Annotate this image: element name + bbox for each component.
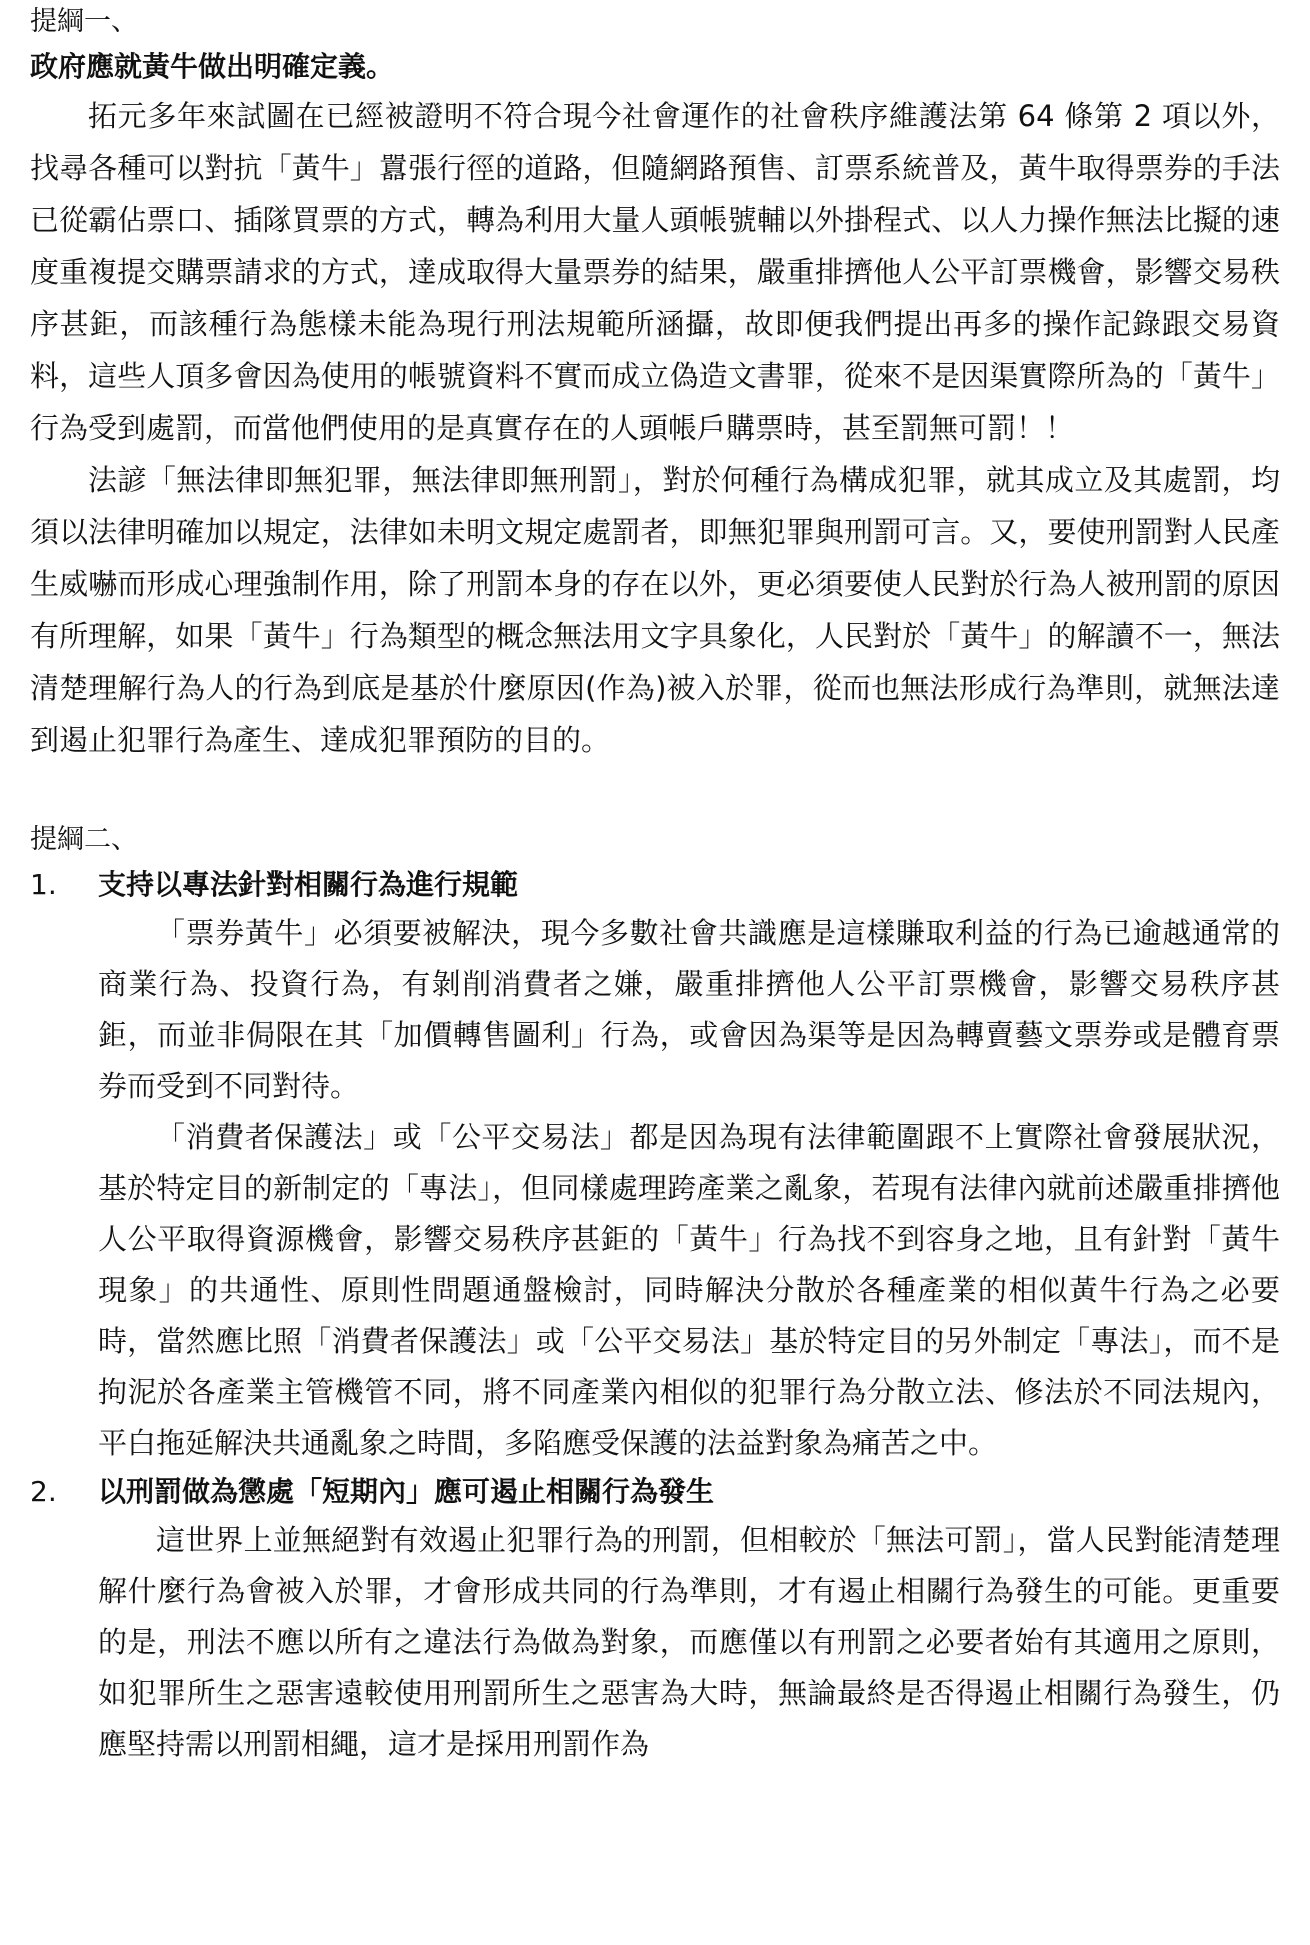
outline-1-title: 政府應就黃牛做出明確定義。 [30,50,395,83]
item-2-paragraph-1: 這世界上並無絕對有效遏止犯罪行為的刑罰，但相較於「無法可罰」，當人民對能清楚理解什麼行為會被入於罪，才會形成共同的行為準則，才有遏止相關行為發生的可能。更重要的是，刑法不應以所有之違法行為做為對象，而應僅以有刑罰之必要者始有其適用之原則，如犯罪所生之惡害遠較使用刑罰所生之惡害為大時，無論最終是否得遏止相關行為發生，仍應堅持需以刑罰相繩，這才是採用刑罰作為 [98,1523,1280,1761]
item-1-paragraph-1: 「票券黃牛」必須要被解決，現今多數社會共識應是這樣賺取利益的行為已逾越通常的商業行為、投資行為，有剝削消費者之嫌，嚴重排擠他人公平訂票機會，影響交易秩序甚鉅，而並非侷限在其「加價轉售圖利」行為，或會因為渠等是因為轉賣藝文票券或是體育票券而受到不同對待。 [98,916,1280,1103]
item-2-body [98,1515,1280,1770]
item-1-paragraph-2: 「消費者保護法」或「公平交易法」都是因為現有法律範圍跟不上實際社會發展狀況，基於特定目的新制定的「專法」，但同樣處理跨產業之亂象，若現有法律內就前述嚴重排擠他人公平取得資源機會，影響交易秩序甚鉅的「黃牛」行為找不到容身之地，且有針對「黃牛現象」的共通性、原則性問題通盤檢討，同時解決分散於各種產業的相似黃牛行為之必要時，當然應比照「消費者保護法」或「公平交易法」基於特定目的另外制定「專法」，而不是拘泥於各產業主管機管不同，將不同產業內相似的犯罪行為分散立法、修法於不同法規內，平白拖延解決共通亂象之時間，多陷應受保護的法益對象為痛苦之中。 [98,1120,1280,1460]
section-spacer [30,766,1280,818]
item-2-header [30,1469,1280,1515]
outline-2-heading: 提綱二、 [30,824,138,855]
outline-1-paragraph-2: 法諺「無法律即無犯罪，無法律即無刑罰」，對於何種行為構成犯罪，就其成立及其處罰，均須以法律明確加以規定，法律如未明文規定處罰者，即無犯罪與刑罰可言。又，要使刑罰對人民產生威嚇而形成心理強制作用，除了刑罰本身的存在以外，更必須要使人民對於行為人被刑罰的原因有所理解，如果「黃牛」行為類型的概念無法用文字具象化，人民對於「黃牛」的解讀不一，無法清楚理解行為人的行為到底是基於什麼原因(作為)被入於罪，從而也無法形成行為準則，就無法達到遏止犯罪行為產生、達成犯罪預防的目的。 [30,463,1280,757]
item-2-number: 2. [30,1475,57,1508]
item-1-number: 1. [30,868,57,901]
outline-1-paragraph-1: 拓元多年來試圖在已經被證明不符合現今社會運作的社會秩序維護法第 64 條第 2 項以外，找尋各種可以對抗「黃牛」囂張行徑的道路，但隨網路預售、訂票系統普及，黃牛取得票券的手法已從霸佔票口、插隊買票的方式，轉為利用大量人頭帳號輔以外掛程式、以人力操作無法比擬的速度重複提交購票請求的方式，達成取得大量票券的結果，嚴重排擠他人公平訂票機會，影響交易秩序甚鉅，而該種行為態樣未能為現行刑法規範所涵攝，故即便我們提出再多的操作記錄跟交易資料，這些人頂多會因為使用的帳號資料不實而成立偽造文書罪，從來不是因渠實際所為的「黃牛」行為受到處罰，而當他們使用的是真實存在的人頭帳戶購票時，甚至罰無可罰！！ [30,99,1280,445]
item-1-title: 支持以專法針對相關行為進行規範 [98,868,519,901]
outline-1-heading: 提綱一、 [30,6,138,37]
item-1-body [98,908,1280,1469]
item-2-title: 以刑罰做為懲處「短期內」應可遏止相關行為發生 [98,1475,715,1508]
item-1-header [30,862,1280,908]
